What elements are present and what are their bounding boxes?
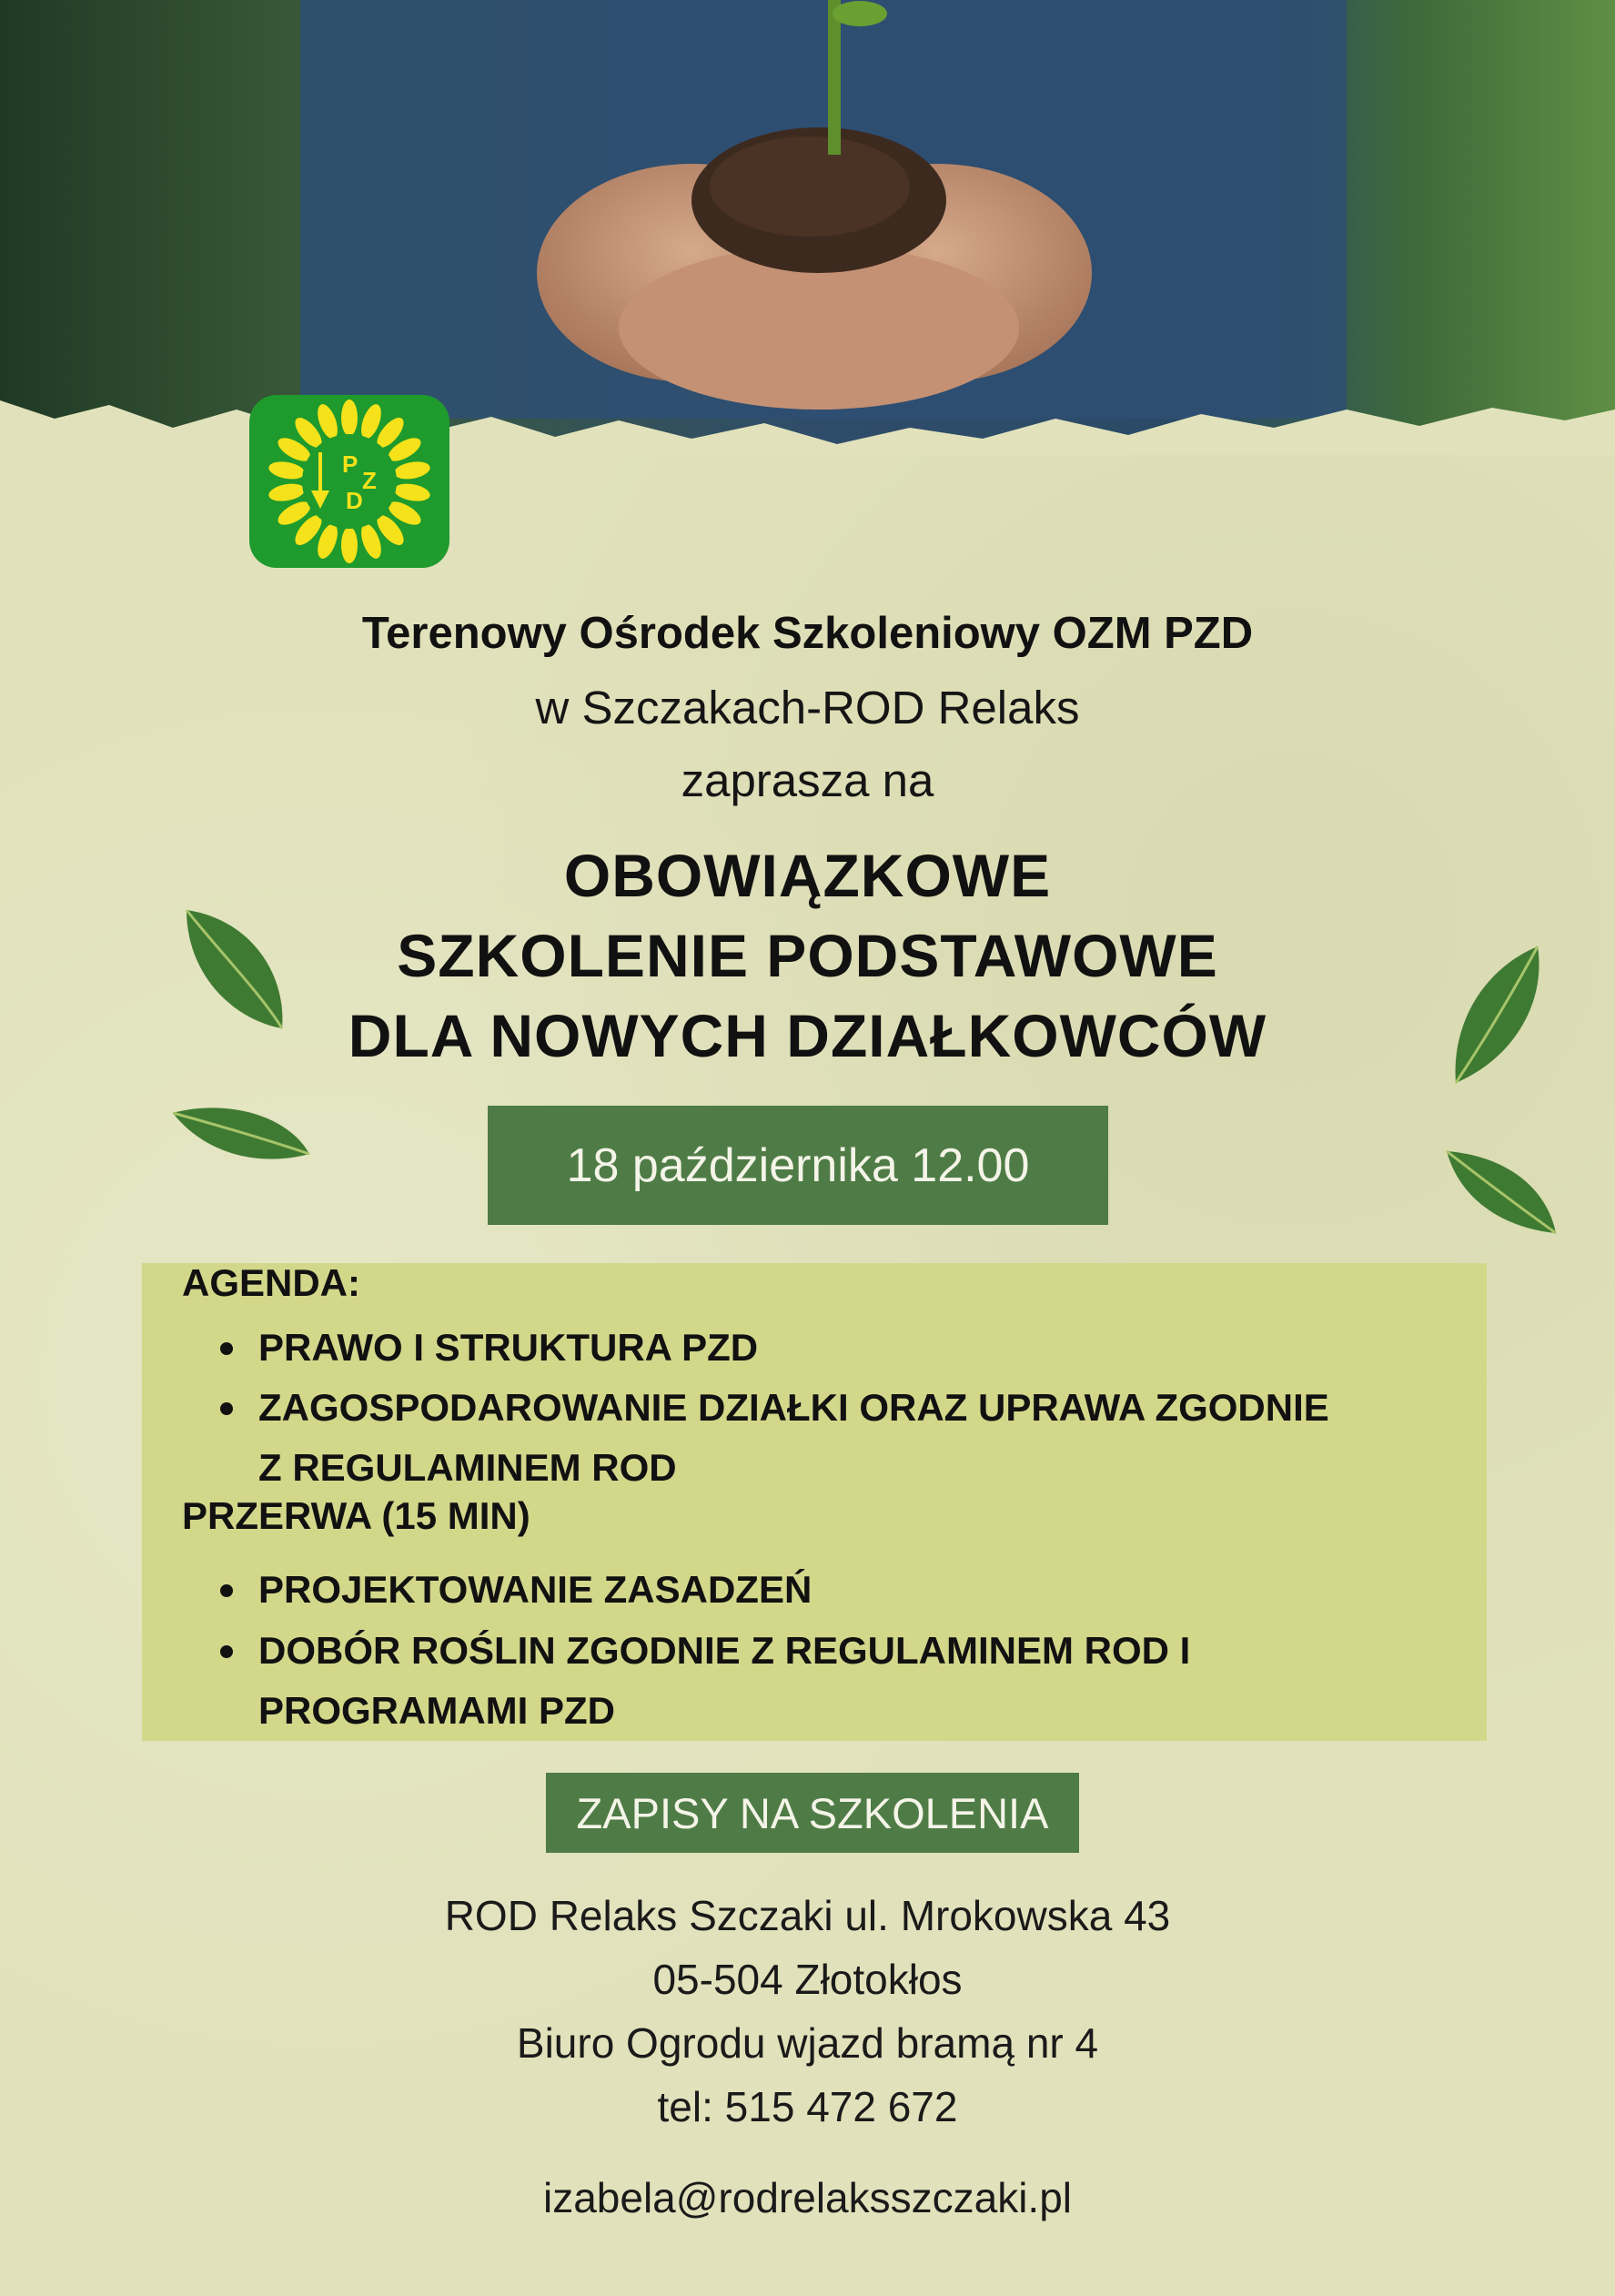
event-date-badge: 18 października 12.00 <box>488 1106 1108 1225</box>
agenda-heading: AGENDA: <box>182 1261 360 1304</box>
svg-text:P: P <box>342 450 358 478</box>
event-title-line-3: DLA NOWYCH DZIAŁKOWCÓW <box>348 1002 1267 1069</box>
contact-phone: tel: 515 472 672 <box>657 2083 958 2130</box>
contact-email: izabela@rodrelaksszczaki.pl <box>542 2174 1073 2221</box>
agenda-item: PRAWO I STRUKTURA PZD <box>258 1326 759 1369</box>
agenda-item-continued: Z REGULAMINEM ROD <box>258 1446 677 1489</box>
contact-address: ROD Relaks Szczaki ul. Mrokowska 43 <box>444 1892 1171 1939</box>
event-title-line-1: OBOWIĄZKOWE <box>563 842 1052 909</box>
svg-text:D: D <box>346 487 363 514</box>
agenda-item: PROJEKTOWANIE ZASADZEŃ <box>258 1568 813 1611</box>
leaf-icon <box>1442 1147 1560 1238</box>
bullet-icon <box>220 1342 233 1355</box>
leaf-icon <box>168 1099 314 1172</box>
event-title <box>0 835 1615 1076</box>
hero-photo <box>0 0 1615 455</box>
bullet-icon <box>220 1402 233 1415</box>
event-title-line-2: SZKOLENIE PODSTAWOWE <box>397 922 1218 989</box>
organizer-name: Terenowy Ośrodek Szkoleniowy OZM PZD <box>361 609 1254 658</box>
agenda-break: PRZERWA (15 MIN) <box>182 1494 530 1537</box>
agenda-item: DOBÓR ROŚLIN ZGODNIE Z REGULAMINEM ROD I <box>258 1629 1191 1672</box>
contact-postal: 05-504 Złotokłos <box>652 1956 963 2003</box>
invitation-text: zaprasza na <box>681 754 934 806</box>
agenda-item: ZAGOSPODAROWANIE DZIAŁKI ORAZ UPRAWA ZGODNIE <box>258 1386 1329 1429</box>
agenda-box <box>142 1263 1487 1741</box>
organizer-location: w Szczakach-ROD Relaks <box>535 682 1080 733</box>
bullet-icon <box>220 1584 233 1597</box>
pzd-logo-icon <box>249 395 449 568</box>
bullet-icon <box>220 1645 233 1658</box>
signup-banner: ZAPISY NA SZKOLENIA <box>546 1773 1079 1853</box>
agenda-item-continued: PROGRAMAMI PZD <box>258 1689 615 1732</box>
svg-text:Z: Z <box>362 467 377 494</box>
contact-office: Biuro Ogrodu wjazd bramą nr 4 <box>516 2019 1099 2067</box>
